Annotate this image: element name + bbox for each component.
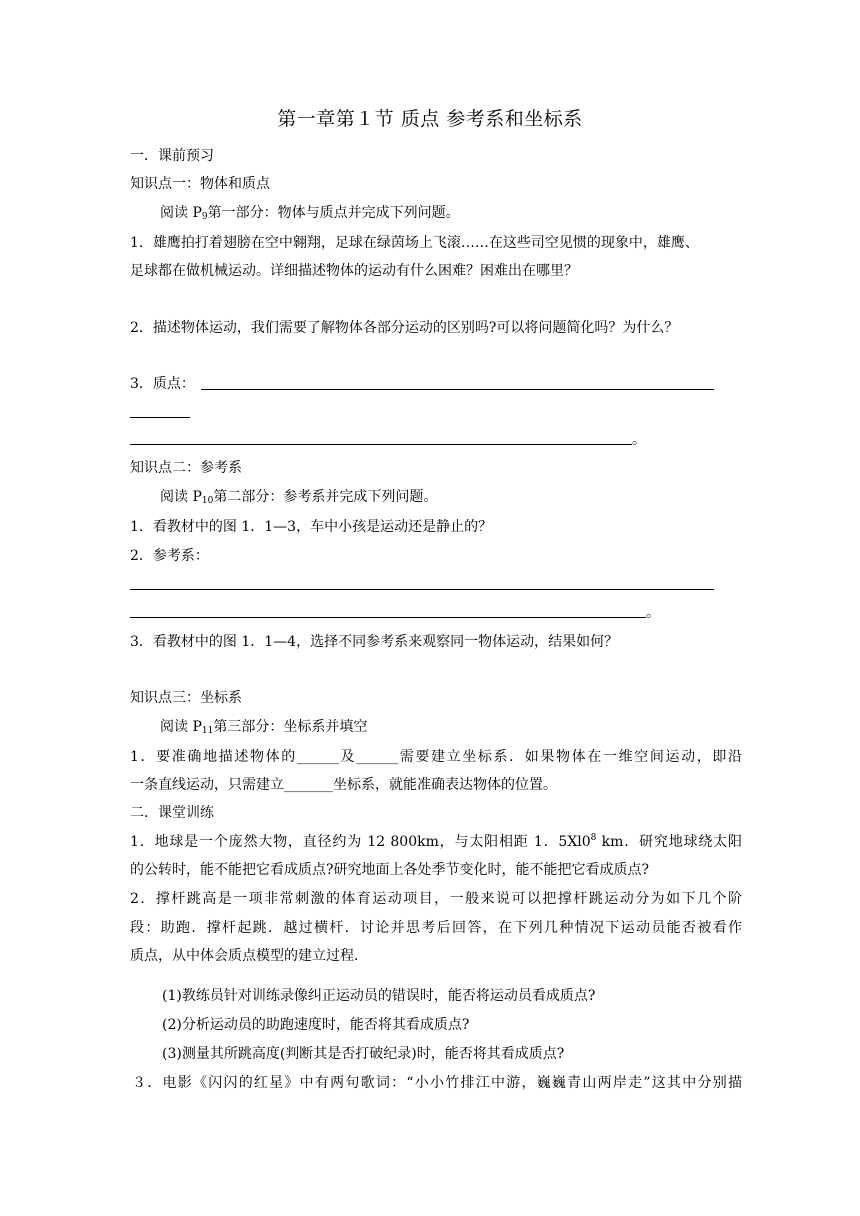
s2-q1-exponent: 8 xyxy=(590,833,597,843)
kp1-heading: 知识点一：物体和质点 xyxy=(130,176,270,192)
kp1-read-pre: 阅读 P xyxy=(160,205,202,221)
kp3-heading: 知识点三：坐标系 xyxy=(130,690,242,706)
kp1-answer-blank-3 xyxy=(130,444,632,445)
kp3-read-pre: 阅读 P xyxy=(160,719,202,735)
kp2-read-post: 第二部分：参考系并完成下列问题。 xyxy=(213,489,438,505)
kp1-question3-end: 。 xyxy=(632,432,646,448)
kp1-question3-label: 3．质点： xyxy=(130,376,195,392)
s2-q1-post: km．研究地球绕太阳 xyxy=(596,834,742,850)
kp1-question1-line1: 1．雄鹰拍打着翅膀在空中翱翔，足球在绿茵场上飞滚……在这些司空见惯的现象中，雄鹰、 xyxy=(130,235,699,251)
kp3-question1-line2: 一条直线运动，只需建立_______坐标系，就能准确表达物体的位置。 xyxy=(130,777,557,793)
s2-question2-sub1: (1)教练员针对训练录像纠正运动员的错误时，能否将运动员看成质点? xyxy=(162,988,596,1004)
kp1-answer-blank-2 xyxy=(130,417,190,418)
kp2-read-pre: 阅读 P xyxy=(160,489,202,505)
section-heading-preview: 一．课前预习 xyxy=(130,148,214,164)
s2-question2-line1: 2．撑杆跳高是一项非常刺激的体育运动项目，一般来说可以把撑杆跳运动分为如下几个阶 xyxy=(130,891,742,907)
s2-question2-line3: 质点，从中体会质点模型的建立过程． xyxy=(130,948,368,964)
kp1-read-page: 9 xyxy=(201,212,208,222)
kp2-answer-blank-2 xyxy=(130,617,646,618)
kp2-question2-label: 2．参考系： xyxy=(130,548,209,564)
s2-question2-sub3: (3)测量其所跳高度(判断其是否打破纪录)时，能否将其看成质点? xyxy=(162,1046,565,1062)
kp3-read-page: 11 xyxy=(201,726,214,736)
kp1-read-post: 第一部分：物体与质点并完成下列问题。 xyxy=(207,205,460,221)
kp2-heading: 知识点二：参考系 xyxy=(130,460,242,476)
kp2-question3: 3．看教材中的图 1．1—4，选择不同参考系来观察同一物体运动，结果如何？ xyxy=(130,634,619,650)
s2-question3-line1: ３．电影《闪闪的红星》中有两句歌词：“小小竹排江中游，巍巍青山两岸走”这其中分别描 xyxy=(132,1075,742,1091)
kp2-question2-end: 。 xyxy=(646,605,660,621)
s2-question1-line2: 的公转时，能不能把它看成质点?研究地面上各处季节变化时，能不能把它看成质点? xyxy=(130,862,650,878)
page-title: 第一章第１节 质点 参考系和坐标系 xyxy=(277,108,583,130)
s2-question1-line1 xyxy=(130,832,742,852)
section-heading-classroom: 二．课堂训练 xyxy=(130,805,214,821)
s2-question2-line2: 段：助跑．撑杆起跳．越过横杆．讨论并思考后回答，在下列几种情况下运动员能否被看作 xyxy=(130,920,742,936)
kp3-reading-instruction xyxy=(160,717,772,737)
kp1-question2: 2．描述物体运动，我们需要了解物体各部分运动的区别吗?可以将问题简化吗？为什么？ xyxy=(130,320,679,336)
kp2-question1: 1．看教材中的图 1．1—3，车中小孩是运动还是静止的？ xyxy=(130,519,493,535)
kp2-answer-blank-1 xyxy=(130,589,714,590)
kp1-question1-line2: 足球都在做机械运动。详细描述物体的运动有什么困难？困难出在哪里？ xyxy=(130,263,578,279)
kp2-reading-instruction xyxy=(160,487,772,507)
s2-q1-pre: 1．地球是一个庞然大物，直径约为 12 800km，与太阳相距 1．5Xl0 xyxy=(130,834,591,850)
kp3-read-post: 第三部分：坐标系并填空 xyxy=(213,719,368,735)
kp2-read-page: 10 xyxy=(201,496,214,506)
kp1-answer-blank-1 xyxy=(201,389,714,390)
kp1-reading-instruction xyxy=(160,203,772,223)
kp3-question1-line1: 1．要准确地描述物体的______及______需要建立坐标系．如果物体在一维空间运动，即沿 xyxy=(130,749,742,765)
s2-question2-sub2: (2)分析运动员的助跑速度时，能否将其看成质点? xyxy=(162,1017,470,1033)
